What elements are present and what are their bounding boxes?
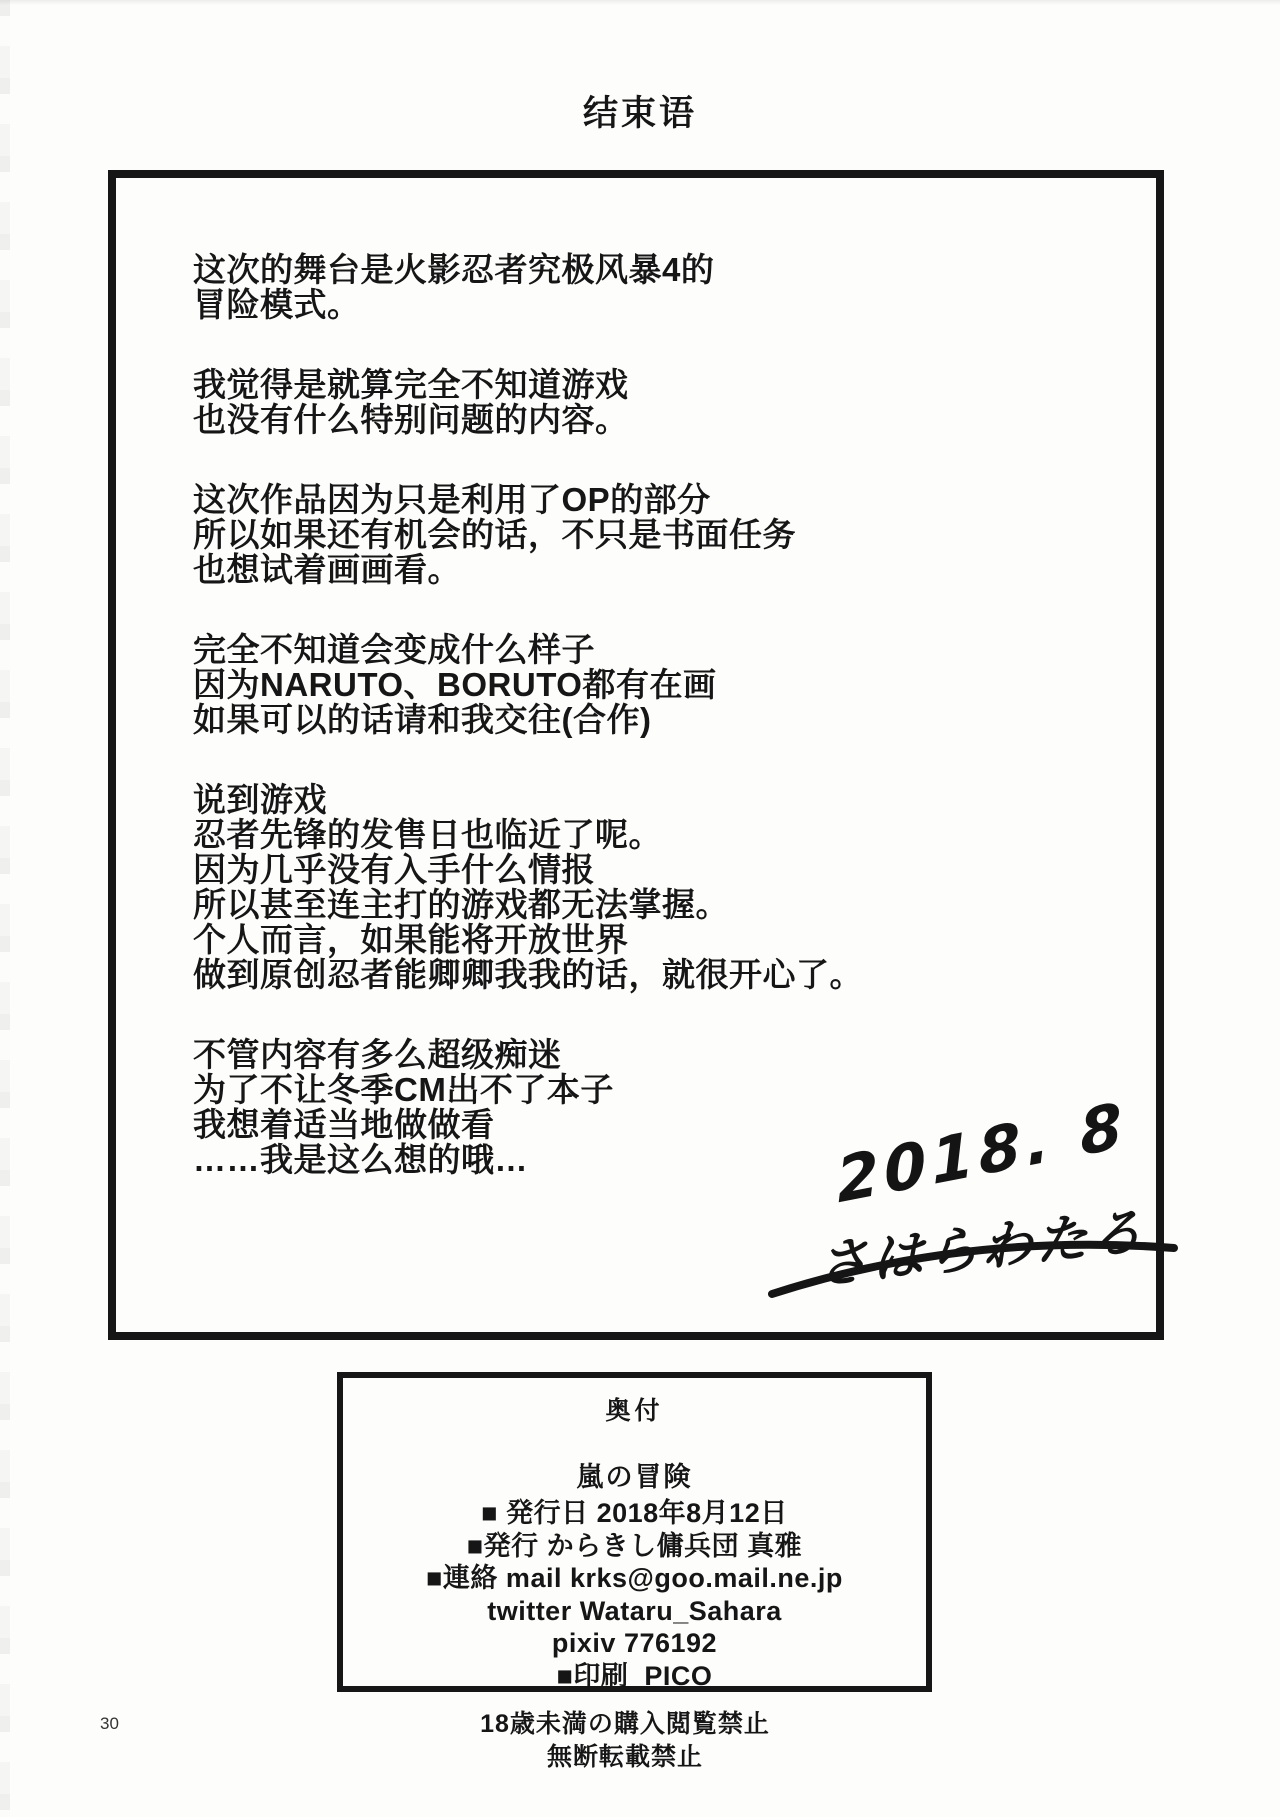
text-line: 不管内容有多么超级痴迷	[193, 1036, 562, 1073]
footer-line-1: 18歳未満の購入閲覧禁止	[480, 1710, 770, 1738]
text-line: 完全不知道会变成什么样子	[193, 631, 595, 668]
text-line: 我觉得是就算完全不知道游戏	[193, 366, 629, 403]
signature-name: さはらわたる	[816, 1201, 1146, 1297]
colophon-line: ■ 発行日 2018年8月12日	[481, 1498, 788, 1528]
footer-notice	[480, 1708, 770, 1774]
text-line: 个人而言，如果能将开放世界	[193, 921, 629, 958]
colophon-line: ■連絡 mail krks@goo.mail.ne.jp	[426, 1563, 843, 1593]
colophon-line: ■発行 からきし傭兵団 真雅	[466, 1530, 803, 1561]
text-line: 冒险模式。	[193, 286, 361, 323]
afterword-paragraph	[193, 1037, 953, 1177]
afterword-box	[108, 170, 1164, 1340]
page-number: 30	[100, 1714, 119, 1733]
colophon-line: ■印刷 PICO	[556, 1660, 713, 1691]
text-line: 也没有什么特别问题的内容。	[193, 401, 629, 438]
colophon-line: twitter Wataru_Sahara	[487, 1595, 782, 1626]
text-line: 也想试着画画看。	[193, 551, 461, 588]
footer-line-2: 無断転載禁止	[546, 1743, 703, 1771]
colophon-line: pixiv 776192	[551, 1628, 718, 1658]
colophon-heading: 奥付	[605, 1397, 664, 1425]
signature-date: 2018. 8	[834, 1087, 1130, 1218]
text-line: 如果可以的话请和我交往(合作)	[193, 701, 652, 738]
text-line: 忍者先锋的发售日也临近了呢。	[193, 816, 662, 853]
afterword-paragraph	[193, 482, 953, 587]
text-line: 说到游戏	[193, 781, 327, 818]
page-title: 结束语	[582, 94, 697, 133]
afterword-paragraphs	[193, 252, 953, 1177]
afterword-paragraph	[193, 252, 953, 322]
text-line: 为了不让冬季CM出不了本子	[193, 1071, 614, 1108]
signature-underline-stroke	[764, 1226, 1184, 1306]
colophon-book-title: 嵐の冒険	[576, 1462, 693, 1492]
text-line: 这次作品因为只是利用了OP的部分	[193, 481, 711, 518]
scan-noise-left	[0, 0, 10, 1817]
text-line: 我想着适当地做做看	[193, 1106, 495, 1143]
text-line: 做到原创忍者能卿卿我我的话，就很开心了。	[193, 956, 863, 993]
text-line: 因为几乎没有入手什么情报	[193, 851, 595, 888]
text-line: 这次的舞台是火影忍者究极风暴4的	[193, 251, 715, 288]
text-line: 所以如果还有机会的话，不只是书面任务	[193, 516, 796, 553]
scan-noise-top	[0, 0, 1280, 5]
afterword-paragraph	[193, 632, 953, 737]
text-line: ……我是这么想的哦…	[193, 1141, 528, 1178]
text-line: 因为NARUTO、BORUTO都有在画	[193, 666, 717, 703]
text-line: 所以甚至连主打的游戏都无法掌握。	[193, 886, 729, 923]
colophon-box	[337, 1372, 932, 1692]
afterword-paragraph	[193, 782, 953, 992]
colophon-lines	[343, 1497, 926, 1692]
afterword-paragraph	[193, 367, 953, 437]
